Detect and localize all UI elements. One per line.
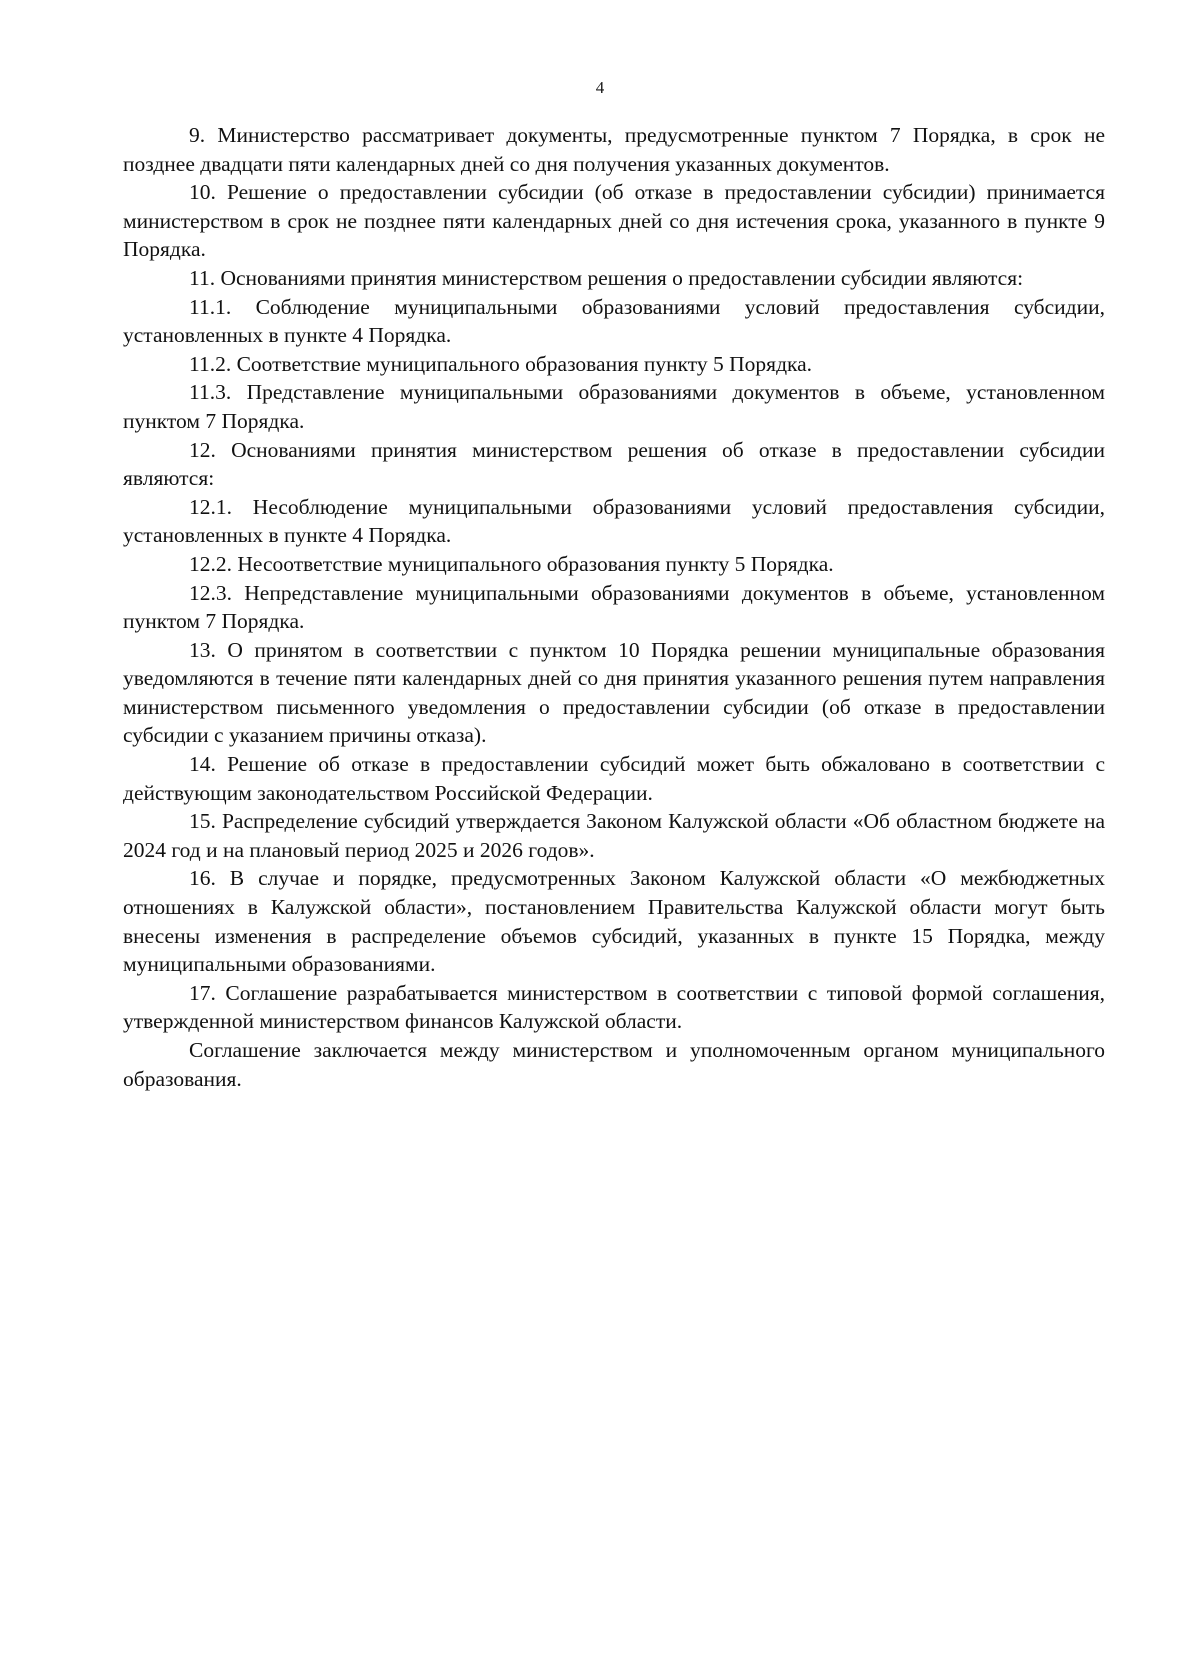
paragraph-17: 17. Соглашение разрабатывается министерством в соответствии с типовой формой соглашения, утвержденной министерством финансов Калужской области. bbox=[123, 980, 1105, 1034]
paragraph-16: 16. В случае и порядке, предусмотренных Законом Калужской области «О межбюджетных отношениях в Калужской области», постановлением Правительства Калужской области могут быть внесены изменения в распределение объемов субсидий, указанных в пункте 15 Порядка, между муниципальными образованиями. bbox=[123, 866, 1105, 977]
document-body bbox=[123, 121, 1105, 1093]
paragraph-10: 10. Решение о предоставлении субсидии (об отказе в предоставлении субсидии) принимается министерством в срок не позднее пяти календарных дней со дня истечения срока, указанного в пункте 9 Порядка. bbox=[123, 180, 1105, 262]
paragraph-11: 11. Основаниями принятия министерством решения о предоставлении субсидии являются: bbox=[189, 265, 1024, 290]
page-number: 4 bbox=[595, 78, 605, 97]
paragraph-15: 15. Распределение субсидий утверждается Законом Калужской области «Об областном бюджете на 2024 год и на плановый период 2025 и 2026 годов». bbox=[123, 809, 1105, 862]
paragraph-agreement: Соглашение заключается между министерством и уполномоченным органом муниципального образования. bbox=[123, 1038, 1105, 1091]
paragraph-12: 12. Основаниями принятия министерством решения об отказе в предоставлении субсидии являются: bbox=[123, 437, 1105, 491]
paragraph-13: 13. О принятом в соответствии с пунктом 10 Порядка решении муниципальные образования уведомляются в течение пяти календарных дней со дня принятия указанного решения путем направления министерством письменного уведомления о предоставлении субсидии (об отказе в предоставлении субсидии с указанием причины отказа). bbox=[123, 637, 1105, 748]
paragraph-11-3: 11.3. Представление муниципальными образованиями документов в объеме, установленном пунктом 7 Порядка. bbox=[123, 380, 1105, 433]
paragraph-14: 14. Решение об отказе в предоставлении субсидий может быть обжаловано в соответствии с действующим законодательством Российской Федерации. bbox=[123, 752, 1105, 805]
paragraph-11-1: 11.1. Соблюдение муниципальными образованиями условий предоставления субсидии, установленных в пункте 4 Порядка. bbox=[123, 294, 1105, 348]
paragraph-12-3: 12.3. Непредставление муниципальными образованиями документов в объеме, установленном пунктом 7 Порядка. bbox=[123, 580, 1105, 634]
paragraph-12-1: 12.1. Несоблюдение муниципальными образованиями условий предоставления субсидии, установленных в пункте 4 Порядка. bbox=[123, 494, 1105, 548]
paragraph-11-2: 11.2. Соответствие муниципального образования пункту 5 Порядка. bbox=[189, 351, 813, 376]
paragraph-12-2: 12.2. Несоответствие муниципального образования пункту 5 Порядка. bbox=[189, 551, 834, 576]
paragraph-9: 9. Министерство рассматривает документы, предусмотренные пунктом 7 Порядка, в срок не позднее двадцати пяти календарных дней со дня получения указанных документов. bbox=[123, 123, 1105, 176]
